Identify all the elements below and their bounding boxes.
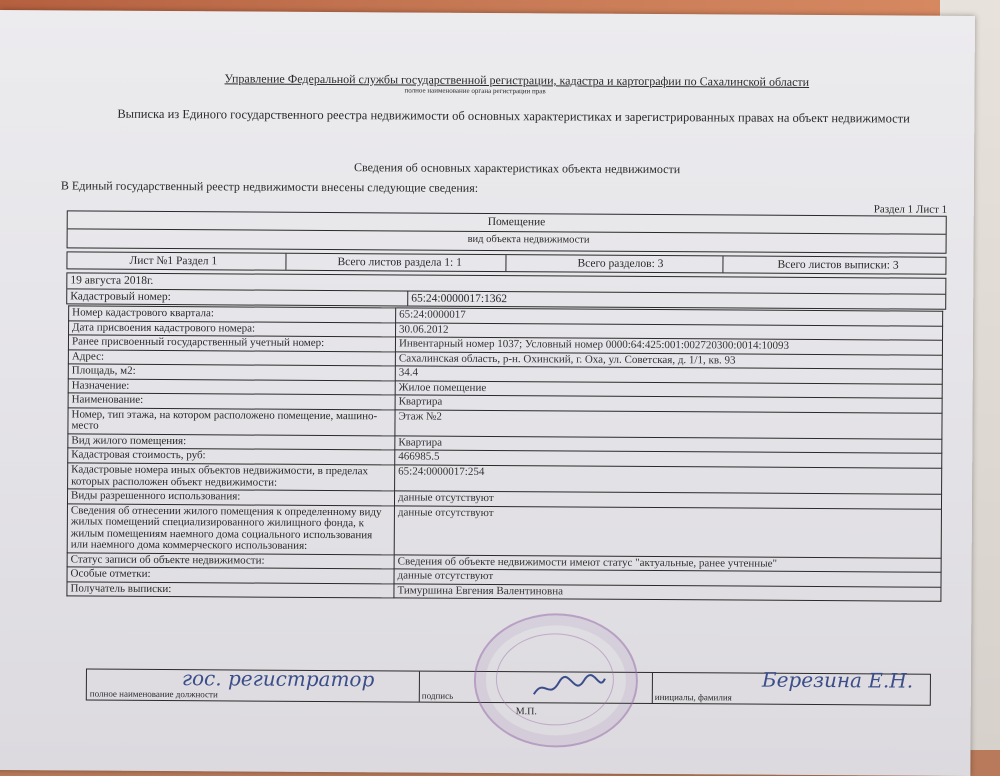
sheet-reference: Раздел 1 Лист 1 (873, 203, 948, 216)
sheet-info-divider (505, 255, 506, 271)
info-row-value: 466985.5 (395, 450, 942, 468)
position-handwriting: гос. регистратор (181, 666, 375, 692)
object-kind: Помещение (487, 215, 546, 229)
info-row-value: 34.4 (395, 366, 942, 384)
sheets-total: Всего листов выписки: 3 (777, 258, 899, 272)
cadastral-divider (407, 290, 408, 305)
info-row-value: 65:24:0000017 (396, 308, 943, 326)
info-row-label: Кадастровые номера иных объектов недвижимости, в пределах которых расположен объект недвижимости: (68, 463, 395, 491)
cadastral-number-value: 65:24:0000017:1362 (411, 292, 508, 306)
round-seal (474, 613, 639, 748)
info-row-label: Статус записи об объекте недвижимости: (67, 553, 394, 570)
signature-caption: подпись (421, 690, 454, 701)
info-row-value: Сведения об объекте недвижимости имеют статус "актуальные, ранее учтенные" (394, 555, 941, 573)
initials-handwriting: Березина Е.Н. (761, 667, 914, 693)
sheet-info-row (66, 251, 946, 274)
info-row-label: Кадастровая стоимость, руб: (68, 448, 395, 465)
info-row-value: Этаж №2 (395, 410, 942, 439)
characteristics-table (66, 305, 943, 602)
info-row-value: данные отсутствуют (394, 569, 941, 587)
position-cell (87, 666, 420, 702)
info-row-value: Квартира (395, 395, 942, 413)
initials-cell (652, 667, 930, 705)
info-row-label: Виды разрешенного использования: (67, 489, 394, 506)
sheet-number: Лист №1 Раздел 1 (129, 254, 218, 268)
object-kind-caption: вид объекта недвижимости (467, 233, 590, 246)
info-row-label: Вид жилого помещения: (68, 434, 395, 451)
sections-total: Всего разделов: 3 (577, 257, 664, 271)
agency-caption: полное наименование органа регистрации прав (404, 86, 546, 96)
document-sheet (0, 10, 975, 776)
info-row-value: Жилое помещение (395, 381, 942, 399)
object-kind-box (67, 210, 947, 253)
info-row-label: Дата присвоения кадастрового номера: (69, 320, 396, 337)
info-row-value: Тимуршина Евгения Валентиновна (394, 584, 941, 602)
info-row-label: Сведения об отнесении жилого помещения к определенному виду жилых помещений специализированного жилищного фонда, к жилым помещениям наемного дома социального использования или наемного дома коммерческого использования: (67, 504, 394, 555)
info-row-label: Адрес: (68, 350, 395, 367)
seal-caption: М.П. (515, 706, 537, 718)
info-row (67, 504, 941, 559)
info-row-value: Сахалинская область, р-н. Охинский, г. Оха, ул. Советская, д. 1/1, кв. 93 (395, 352, 942, 370)
agency-name: Управление Федеральной службы государственной регистрации, кадастра и картографии по Сахалинской области (224, 71, 810, 89)
date-cadastral-box (66, 272, 946, 309)
info-row-label: Наименование: (68, 393, 395, 410)
extract-date: 19 августа 2018г. (70, 274, 154, 287)
position-caption: полное наименование должности (89, 688, 218, 700)
info-row-label: Номер кадастрового квартала: (69, 306, 396, 323)
info-row-value: данные отсутствуют (394, 506, 941, 559)
info-row-value: Инвентарный номер 1037; Условный номер 0000:64:425:001:002720300:0014:10093 (395, 337, 942, 355)
info-row-label: Площадь, м2: (68, 364, 395, 381)
info-row-label: Номер, тип этажа, на котором расположено помещение, машино-место (68, 408, 395, 436)
info-row-label: Назначение: (68, 379, 395, 396)
document-title: Выписка из Единого государственного реестра недвижимости об основных характеристиках и зарегистрированных правах на объект недвижимости (117, 106, 910, 126)
info-row-label: Особые отметки: (67, 567, 394, 584)
cadastral-number-label: Кадастровый номер: (70, 290, 171, 304)
sheet-info-divider (722, 256, 723, 272)
info-row-value: 65:24:0000017:254 (395, 465, 942, 494)
round-seal-inner (496, 633, 615, 726)
section-title: Сведения об основных характеристиках объекта недвижимости (354, 160, 681, 177)
info-row-value: Квартира (395, 436, 942, 454)
sheets-in-section: Всего листов раздела 1: 1 (337, 256, 462, 269)
info-row-label: Ранее присвоенный государственный учетный номер: (68, 335, 395, 352)
info-row-value: данные отсутствуют (394, 491, 941, 509)
intro-text: В Единый государственный реестр недвижимости внесены следующие сведения: (60, 178, 479, 195)
sheet-info-divider (285, 254, 286, 270)
initials-caption: инициалы, фамилия (654, 692, 732, 703)
info-row-label: Получатель выписки: (67, 582, 394, 599)
info-row-value: 30.06.2012 (396, 322, 943, 340)
